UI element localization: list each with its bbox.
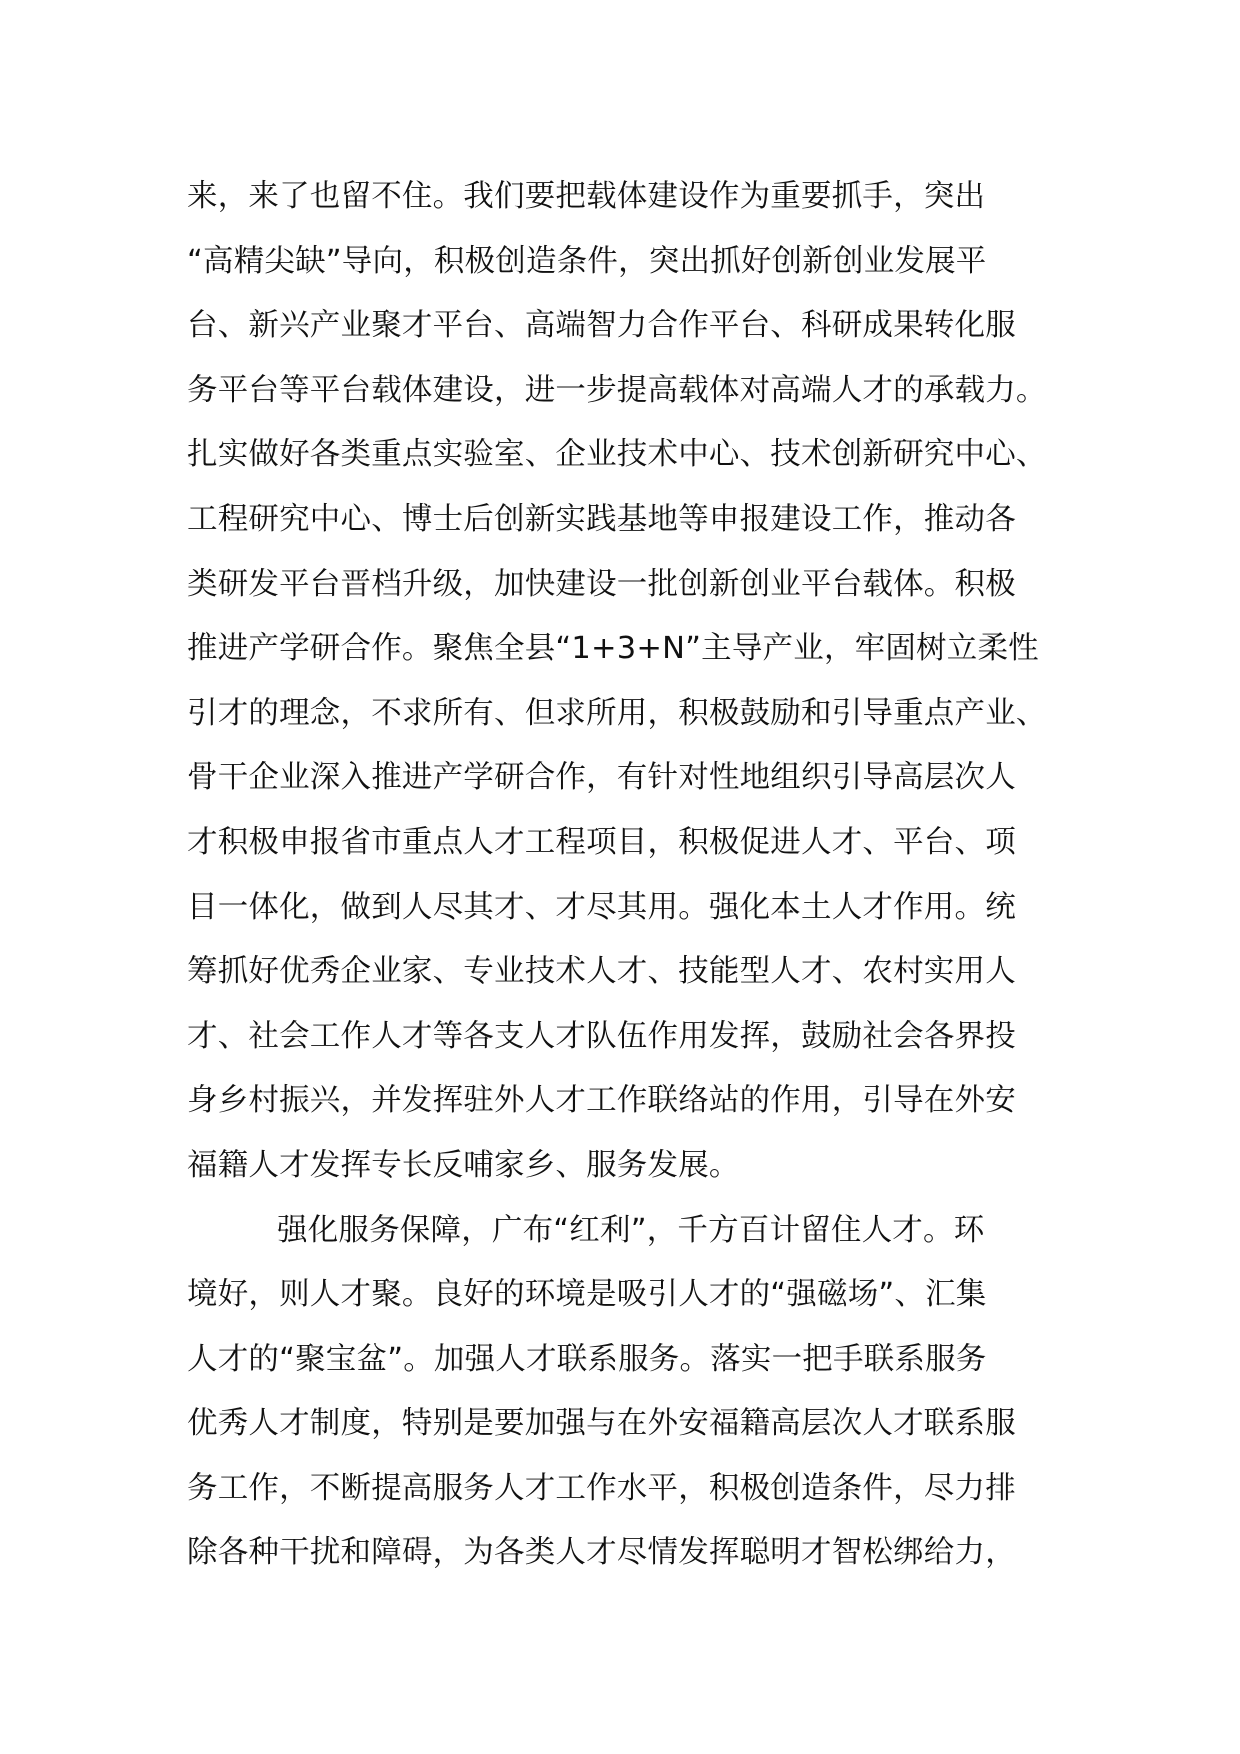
paragraph-1 bbox=[187, 165, 1087, 1199]
text-line: 筹抓好优秀企业家、专业技术人才、技能型人才、农村实用人 bbox=[187, 954, 1016, 990]
text-line: 骨干企业深入推进产学研合作，有针对性地组织引导高层次人 bbox=[187, 760, 1016, 796]
text-line: 务平台等平台载体建设，进一步提高载体对高端人才的承载力。 bbox=[187, 372, 1047, 408]
text-line-indented: 强化服务保障，广布“红利”，千方百计留住人才。环 bbox=[277, 1212, 985, 1248]
text-line: 务工作，不断提高服务人才工作水平，积极创造条件，尽力排 bbox=[187, 1470, 1016, 1506]
text-line: 才、社会工作人才等各支人才队伍作用发挥，鼓励社会各界投 bbox=[187, 1018, 1016, 1054]
document-body bbox=[187, 165, 1087, 1586]
text-line: 推进产学研合作。聚焦全县“1+3+N”主导产业，牢固树立柔性 bbox=[187, 631, 1039, 667]
text-line: 类研发平台晋档升级，加快建设一批创新创业平台载体。积极 bbox=[187, 566, 1016, 602]
text-line: 台、新兴产业聚才平台、高端智力合作平台、科研成果转化服 bbox=[187, 308, 1016, 344]
text-line: 优秀人才制度，特别是要加强与在外安福籍高层次人才联系服 bbox=[187, 1406, 1016, 1442]
text-line: 来，来了也留不住。我们要把载体建设作为重要抓手，突出 bbox=[187, 179, 986, 214]
text-line: 扎实做好各类重点实验室、企业技术中心、技术创新研究中心、 bbox=[187, 437, 1047, 473]
text-line: 人才的“聚宝盆”。加强人才联系服务。落实一把手联系服务 bbox=[187, 1341, 987, 1377]
text-line: 身乡村振兴，并发挥驻外人才工作联络站的作用，引导在外安 bbox=[187, 1083, 1016, 1119]
text-line: 境好，则人才聚。良好的环境是吸引人才的“强磁场”、汇集 bbox=[187, 1277, 987, 1313]
text-line: 引才的理念，不求所有、但求所用，积极鼓励和引导重点产业、 bbox=[187, 695, 1047, 731]
text-line: 才积极申报省市重点人才工程项目，积极促进人才、平台、项 bbox=[187, 824, 1016, 860]
text-line: 除各种干扰和障碍，为各类人才尽情发挥聪明才智松绑给力， bbox=[187, 1535, 1016, 1571]
text-line: 目一体化，做到人尽其才、才尽其用。强化本土人才作用。统 bbox=[187, 889, 1016, 925]
paragraph-2 bbox=[187, 1199, 1087, 1587]
text-line: “高精尖缺”导向，积极创造条件，突出抓好创新创业发展平 bbox=[187, 243, 987, 279]
text-line: 福籍人才发挥专长反哺家乡、服务发展。 bbox=[187, 1147, 740, 1183]
text-line: 工程研究中心、博士后创新实践基地等申报建设工作，推动各 bbox=[187, 501, 1016, 537]
